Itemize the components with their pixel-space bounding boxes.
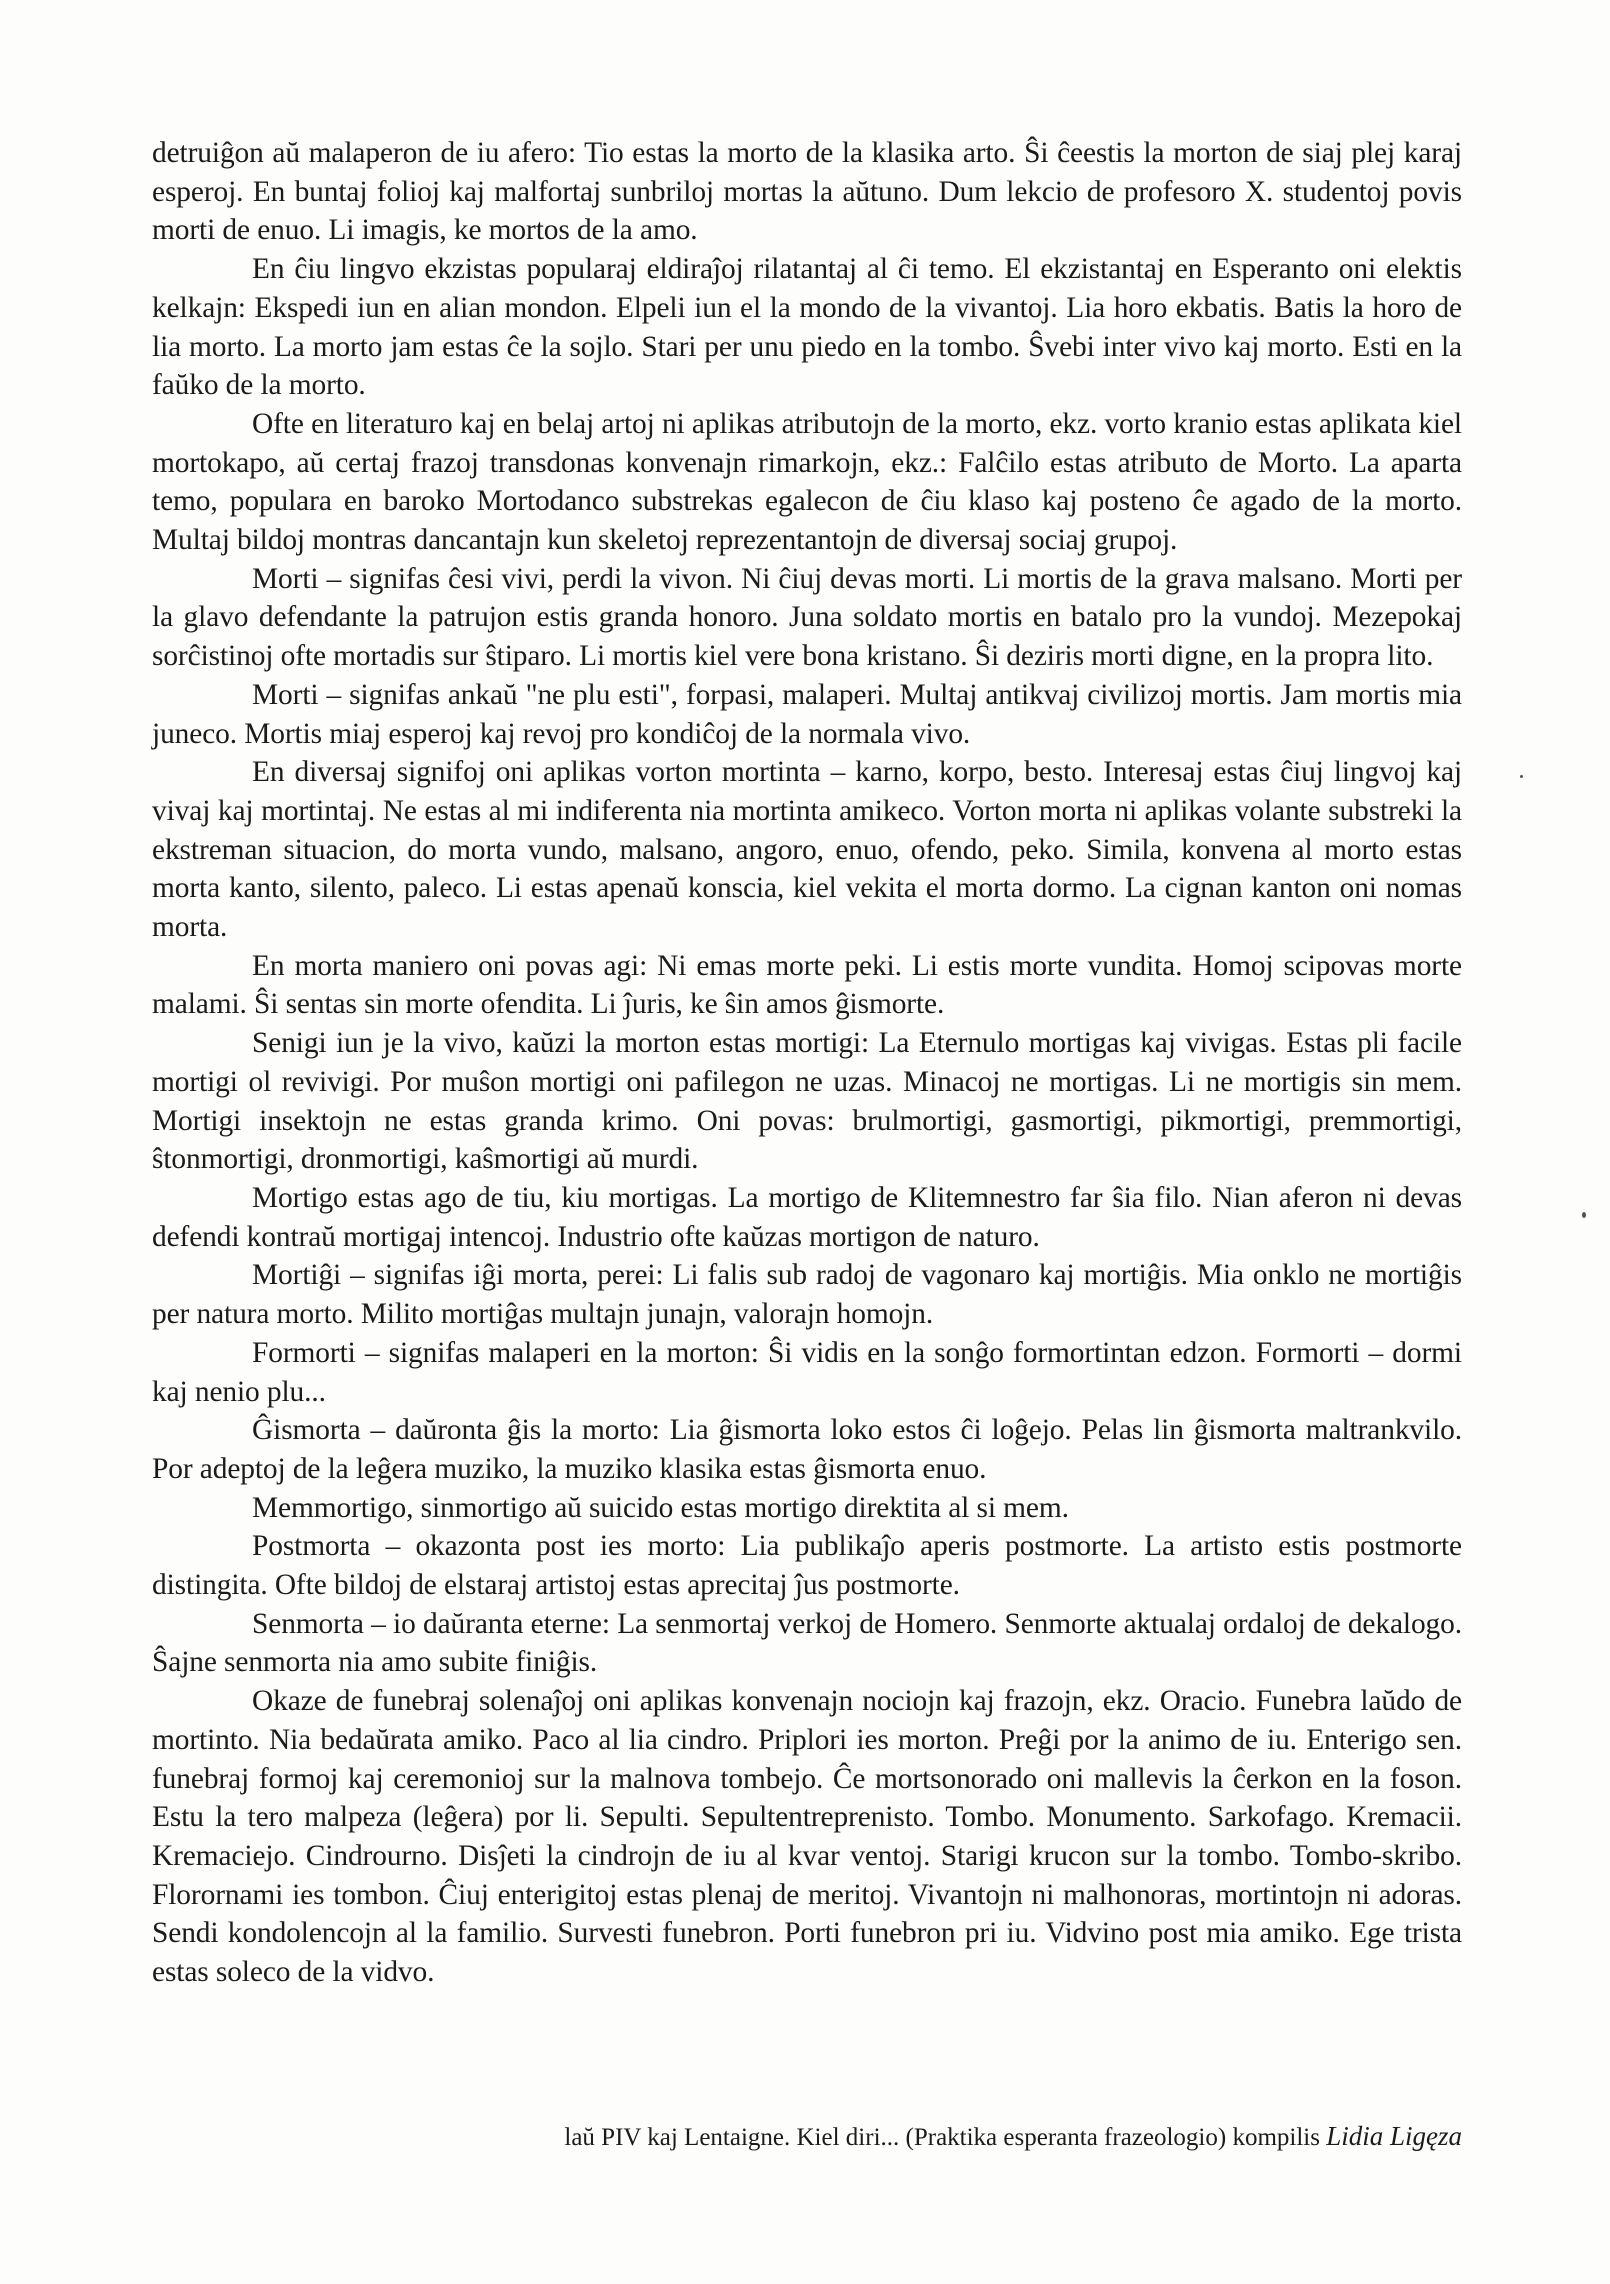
paragraph: Mortiĝi – signifas iĝi morta, perei: Li falis sub radoj de vagonaro kaj mortiĝis. Mia onklo ne mortiĝis per natura morto. Milito mortiĝas multajn junajn, valorajn homojn. xyxy=(152,1259,1462,1331)
paragraph: Morti – signifas ĉesi vivi, perdi la vivon. Ni ĉiuj devas morti. Li mortis de la grava malsano. Morti per la glavo defendante la patrujon estis granda honoro. Juna soldato mortis en batalo pro la vundoj. Mezepokaj sorĉistinoj ofte mortadis sur ŝtiparo. Li mortis kiel vere bona kristano. Ŝi deziris morti digne, en la propra lito. xyxy=(152,562,1462,673)
paragraph: En ĉiu lingvo ekzistas popularaj eldiraĵoj rilatantaj al ĉi temo. El ekzistantaj en Esperanto oni elektis kelkajn: Ekspedi iun en alian mondon. Elpeli iun el la mondo de la vivantoj. Lia horo ekbatis. Batis la horo de lia morto. La morto jam estas ĉe la sojlo. Stari per unu piedo en la tombo. Ŝvebi inter vivo kaj morto. Esti en la faŭko de la morto. xyxy=(152,253,1462,402)
paragraph: Senigi iun je la vivo, kaŭzi la morton estas mortigi: La Eternulo mortigas kaj vivigas. Estas pli facile mortigi ol revivigi. Por muŝon mortigi oni pafilegon ne uzas. Minacoj ne mortigas. Li ne mortigis sin mem. Mortigi insektojn ne estas granda krimo. Oni povas: brulmortigi, gasmortigi, pikmortigi, premmortigi, ŝtonmortigi, dronmortigi, kaŝmortigi aŭ murdi. xyxy=(152,1027,1462,1176)
paragraph: Ĝismorta – daŭronta ĝis la morto: Lia ĝismorta loko estos ĉi loĝejo. Pelas lin ĝismorta maltrankvilo. Por adeptoj de la leĝera muziko, la muziko klasika estas ĝismorta enuo. xyxy=(152,1414,1462,1485)
scan-speck xyxy=(1582,1212,1586,1218)
article-body xyxy=(152,134,1462,1992)
paragraph: detruiĝon aŭ malaperon de iu afero: Tio estas la morto de la klasika arto. Ŝi ĉeestis la morton de siaj plej karaj esperoj. En buntaj folioj kaj malfortaj sunbriloj mortas la aŭtuno. Dum lekcio de profesoro X. studentoj povis morti de enuo. Li imagis, ke mortos de la amo. xyxy=(152,137,1462,247)
source-credit xyxy=(152,2119,1462,2155)
paragraph: Mortigo estas ago de tiu, kiu mortigas. La mortigo de Klitemnestro far ŝia filo. Nian aferon ni devas defendi kontraŭ mortigaj intencoj. Industrio ofte kaŭzas mortigon de naturo. xyxy=(152,1181,1462,1253)
paragraph: En morta maniero oni povas agi: Ni emas morte peki. Li estis morte vundita. Homoj scipovas morte malami. Ŝi sentas sin morte ofendita. Li ĵuris, ke ŝin amos ĝismorte. xyxy=(152,949,1462,1021)
paragraph: En diversaj signifoj oni aplikas vorton mortinta – karno, korpo, besto. Interesaj estas ĉiuj lingvoj kaj vivaj kaj mortintaj. Ne estas al mi indiferenta nia mortinta amikeco. Vorton morta ni aplikas volante substreki la ekstreman situacion, do morta vundo, malsano, angoro, enuo, ofendo, peko. Simila, konvena al morto estas morta kanto, silento, paleco. Li estas apenaŭ konscia, kiel vekita el morta dormo. La cignan kanton oni nomas morta. xyxy=(152,756,1462,944)
credit-author: Lidia Ligęza xyxy=(1326,2121,1462,2151)
paragraph: Okaze de funebraj solenaĵoj oni aplikas konvenajn nociojn kaj frazojn, ekz. Oracio. Funebra laŭdo de mortinto. Nia bedaŭrata amiko. Paco al lia cindro. Priplori ies morton. Preĝi por la animo de iu. Enterigo sen. funebraj formoj kaj ceremonioj sur la malnova tombejo. Ĉe mortsonorado oni mallevis la ĉerkon en la foson. Estu la tero malpeza (leĝera) por li. Sepulti. Sepultentreprenisto. Tombo. Monumento. Sarkofago. Kremacii. Kremaciejo. Cindrourno. Disĵeti la cindrojn de iu al kvar ventoj. Starigi krucon sur la tombo. Tombo-skribo. Florornami ies tombon. Ĉiuj enterigitoj estas plenaj de meritoj. Vivantojn ni malhonoras, mortintojn ni adoras. Sendi kondolencojn al la familio. Survesti funebron. Porti funebron pri iu. Vidvino post mia amiko. Ege trista estas soleco de la vidvo. xyxy=(152,1685,1462,1989)
paragraph: Postmorta – okazonta post ies morto: Lia publikaĵo aperis postmorte. La artisto estis postmorte distingita. Ofte bildoj de elstaraj artistoj estas aprecitaj ĵus postmorte. xyxy=(152,1530,1462,1602)
paragraph: Ofte en literaturo kaj en belaj artoj ni aplikas atributojn de la morto, ekz. vorto kranio estas aplikata kiel mortokapo, aŭ certaj frazoj transdonas konvenajn rimarkojn, ekz.: Falĉilo estas atributo de Morto. La aparta temo, populara en baroko Mortodanco substrekas egalecon de ĉiu klaso kaj posteno ĉe agado de la morto. Multaj bildoj montras dancantajn kun skeletoj reprezentantojn de diversaj sociaj grupoj. xyxy=(152,407,1462,557)
paragraph: Formorti – signifas malaperi en la morton: Ŝi vidis en la sonĝo formortintan edzon. Formorti – dormi kaj nenio plu... xyxy=(152,1336,1462,1408)
scan-speck xyxy=(1520,775,1523,778)
paragraph: Memmortigo, sinmortigo aŭ suicido estas mortigo direktita al si mem. xyxy=(252,1491,1069,1524)
paragraph: Senmorta – io daŭranta eterne: La senmortaj verkoj de Homero. Senmorte aktualaj ordaloj de dekalogo. Ŝajne senmorta nia amo subite finiĝis. xyxy=(152,1607,1462,1679)
credit-source: laŭ PIV kaj Lentaigne. Kiel diri... (Praktika esperanta frazeologio) kompilis xyxy=(564,2124,1320,2151)
paragraph: Morti – signifas ankaŭ "ne plu esti", forpasi, malaperi. Multaj antikvaj civilizoj mortis. Jam mortis mia juneco. Mortis miaj esperoj kaj revoj pro kondiĉoj de la normala vivo. xyxy=(152,678,1462,750)
